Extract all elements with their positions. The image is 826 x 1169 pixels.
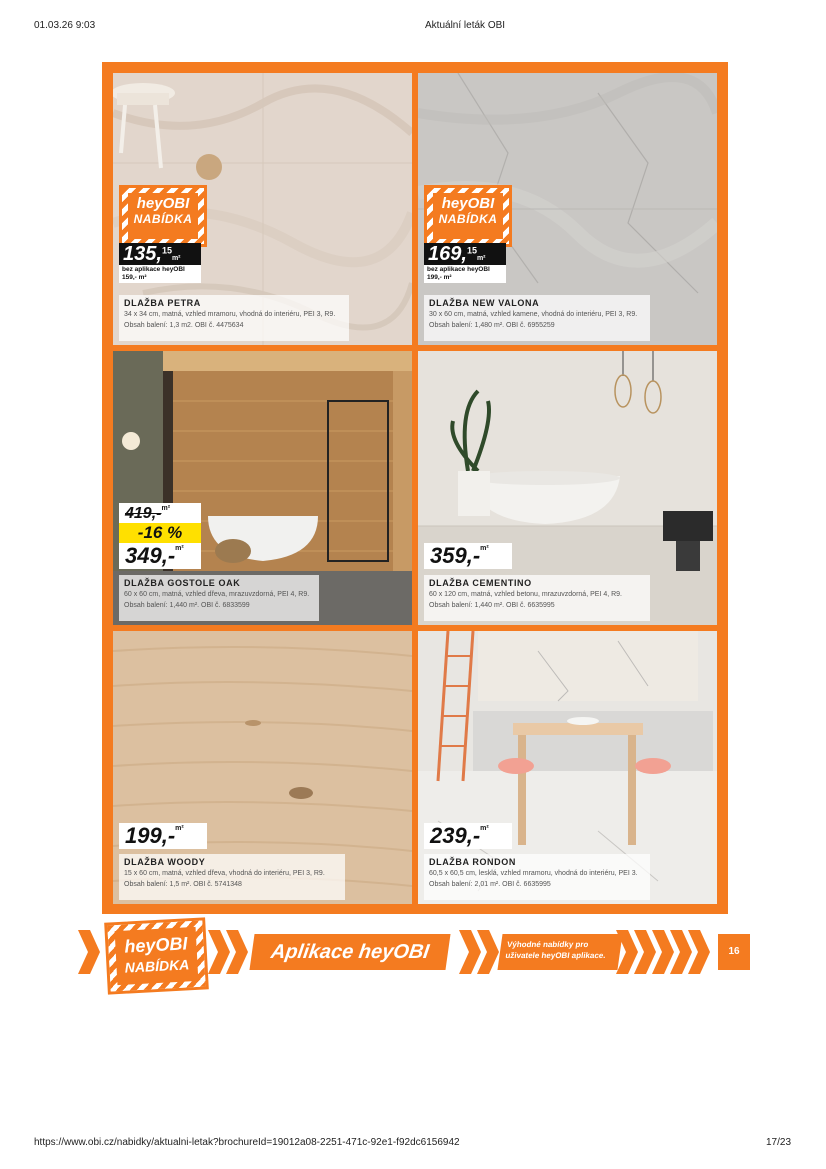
note-label: bez aplikace heyOBI bbox=[122, 266, 185, 273]
price-value: 239,- bbox=[430, 823, 481, 848]
product-name: DLAŽBA NEW VALONA bbox=[429, 298, 540, 308]
product-pack: Obsah balení: 1,440 m². OBI č. 6635995 bbox=[429, 602, 555, 609]
product-desc: 34 x 34 cm, matná, vzhled mramoru, vhodná do interiéru, PEI 3, R9. bbox=[124, 311, 336, 318]
price-unit: m² bbox=[480, 545, 489, 552]
product-name: DLAŽBA WOODY bbox=[124, 857, 206, 867]
badge-label: NABÍDKA bbox=[133, 212, 193, 226]
product-info bbox=[424, 575, 650, 621]
price-tag bbox=[119, 243, 201, 265]
product-tile-petra[interactable] bbox=[113, 73, 412, 345]
product-tile-woody[interactable] bbox=[113, 631, 412, 904]
price-tag bbox=[119, 823, 207, 849]
note-price: 159,- m² bbox=[122, 274, 147, 281]
old-price bbox=[119, 503, 201, 523]
price-unit: m² bbox=[175, 545, 184, 552]
product-pack: Obsah balení: 1,480 m². OBI č. 6955259 bbox=[429, 322, 555, 329]
price-value: 199,- bbox=[125, 823, 176, 848]
product-name: DLAŽBA CEMENTINO bbox=[429, 578, 532, 588]
price-tag bbox=[424, 823, 512, 849]
banner-title[interactable]: Aplikace heyOBI bbox=[249, 934, 450, 970]
price-value: 359,- bbox=[430, 543, 481, 568]
product-desc: 60,5 x 60,5 cm, lesklá, vzhled mramoru, vhodná do interiéru, PEI 3. bbox=[429, 870, 638, 877]
price-tag bbox=[424, 543, 512, 569]
product-pack: Obsah balení: 1,3 m2. OBI č. 4475634 bbox=[124, 322, 244, 329]
product-info bbox=[119, 295, 349, 341]
banner-badge-brand: heyOBI bbox=[123, 933, 188, 957]
heyobi-badge bbox=[424, 185, 512, 247]
price-cents: 15 bbox=[161, 245, 172, 256]
price-unit: m² bbox=[171, 255, 181, 262]
banner-text-line1: Výhodné nabídky pro bbox=[506, 940, 590, 949]
price-value: 169, bbox=[428, 243, 467, 265]
product-pack: Obsah balení: 1,440 m². OBI č. 6833599 bbox=[124, 602, 250, 609]
product-name: DLAŽBA RONDON bbox=[429, 857, 516, 867]
product-tile-gostole-oak[interactable] bbox=[113, 351, 412, 625]
discount-badge: -16 % bbox=[119, 523, 201, 543]
banner-page-number: 16 bbox=[718, 934, 750, 970]
product-info bbox=[424, 854, 650, 900]
badge-brand: heyOBI bbox=[136, 195, 190, 212]
note-label: bez aplikace heyOBI bbox=[427, 266, 490, 273]
product-info bbox=[424, 295, 650, 341]
old-price-value: 419,- bbox=[125, 505, 162, 522]
product-name: DLAŽBA GOSTOLE OAK bbox=[124, 578, 241, 588]
price-unit: m² bbox=[480, 825, 489, 832]
product-tile-rondon[interactable] bbox=[418, 631, 717, 904]
print-url[interactable]: https://www.obi.cz/nabidky/aktualni-letak?brochureId=19012a08-2251-471c-92e1-f92dc6156942 bbox=[34, 1137, 460, 1148]
print-title: Aktuální leták OBI bbox=[425, 20, 506, 31]
product-name: DLAŽBA PETRA bbox=[124, 298, 201, 308]
regular-price-note bbox=[424, 265, 506, 283]
product-desc: 60 x 120 cm, matná, vzhled betonu, mrazuvzdorná, PEI 4, R9. bbox=[429, 591, 622, 598]
price-tag bbox=[424, 243, 506, 265]
badge-brand: heyOBI bbox=[441, 195, 495, 212]
product-tile-new-valona[interactable] bbox=[418, 73, 717, 345]
price-unit: m² bbox=[161, 505, 171, 512]
print-page-number: 17/23 bbox=[766, 1137, 792, 1148]
product-pack: Obsah balení: 1,5 m². OBI č. 5741348 bbox=[124, 881, 242, 888]
price-cents: 15 bbox=[466, 245, 477, 256]
note-price: 199,- m² bbox=[427, 274, 452, 281]
badge-label: NABÍDKA bbox=[438, 212, 498, 226]
price-value: 349,- bbox=[125, 543, 176, 568]
product-desc: 30 x 60 cm, matná, vzhled kamene, vhodná do interiéru, PEI 3, R9. bbox=[429, 311, 638, 318]
regular-price-note bbox=[119, 265, 201, 283]
product-desc: 15 x 60 cm, matná, vzhled dřeva, vhodná do interiéru, PEI 3, R9. bbox=[124, 870, 325, 877]
product-desc: 60 x 60 cm, matná, vzhled dřeva, mrazuvzdorná, PEI 4, R9. bbox=[124, 591, 310, 598]
price-tag bbox=[119, 543, 201, 569]
product-info bbox=[119, 854, 345, 900]
heyobi-badge bbox=[119, 185, 207, 247]
product-tile-cementino[interactable] bbox=[418, 351, 717, 625]
print-datetime: 01.03.26 9:03 bbox=[34, 20, 96, 31]
banner-heyobi-badge bbox=[104, 917, 209, 994]
banner-text-line2: uživatele heyOBI aplikace. bbox=[504, 951, 607, 960]
banner-badge-label: NABÍDKA bbox=[124, 956, 190, 976]
banner-text-box bbox=[497, 934, 622, 970]
price-unit: m² bbox=[476, 255, 486, 262]
product-info bbox=[119, 575, 319, 621]
product-pack: Obsah balení: 2,01 m². OBI č. 6635995 bbox=[429, 881, 551, 888]
price-unit: m² bbox=[175, 825, 184, 832]
price-value: 135, bbox=[123, 243, 162, 265]
